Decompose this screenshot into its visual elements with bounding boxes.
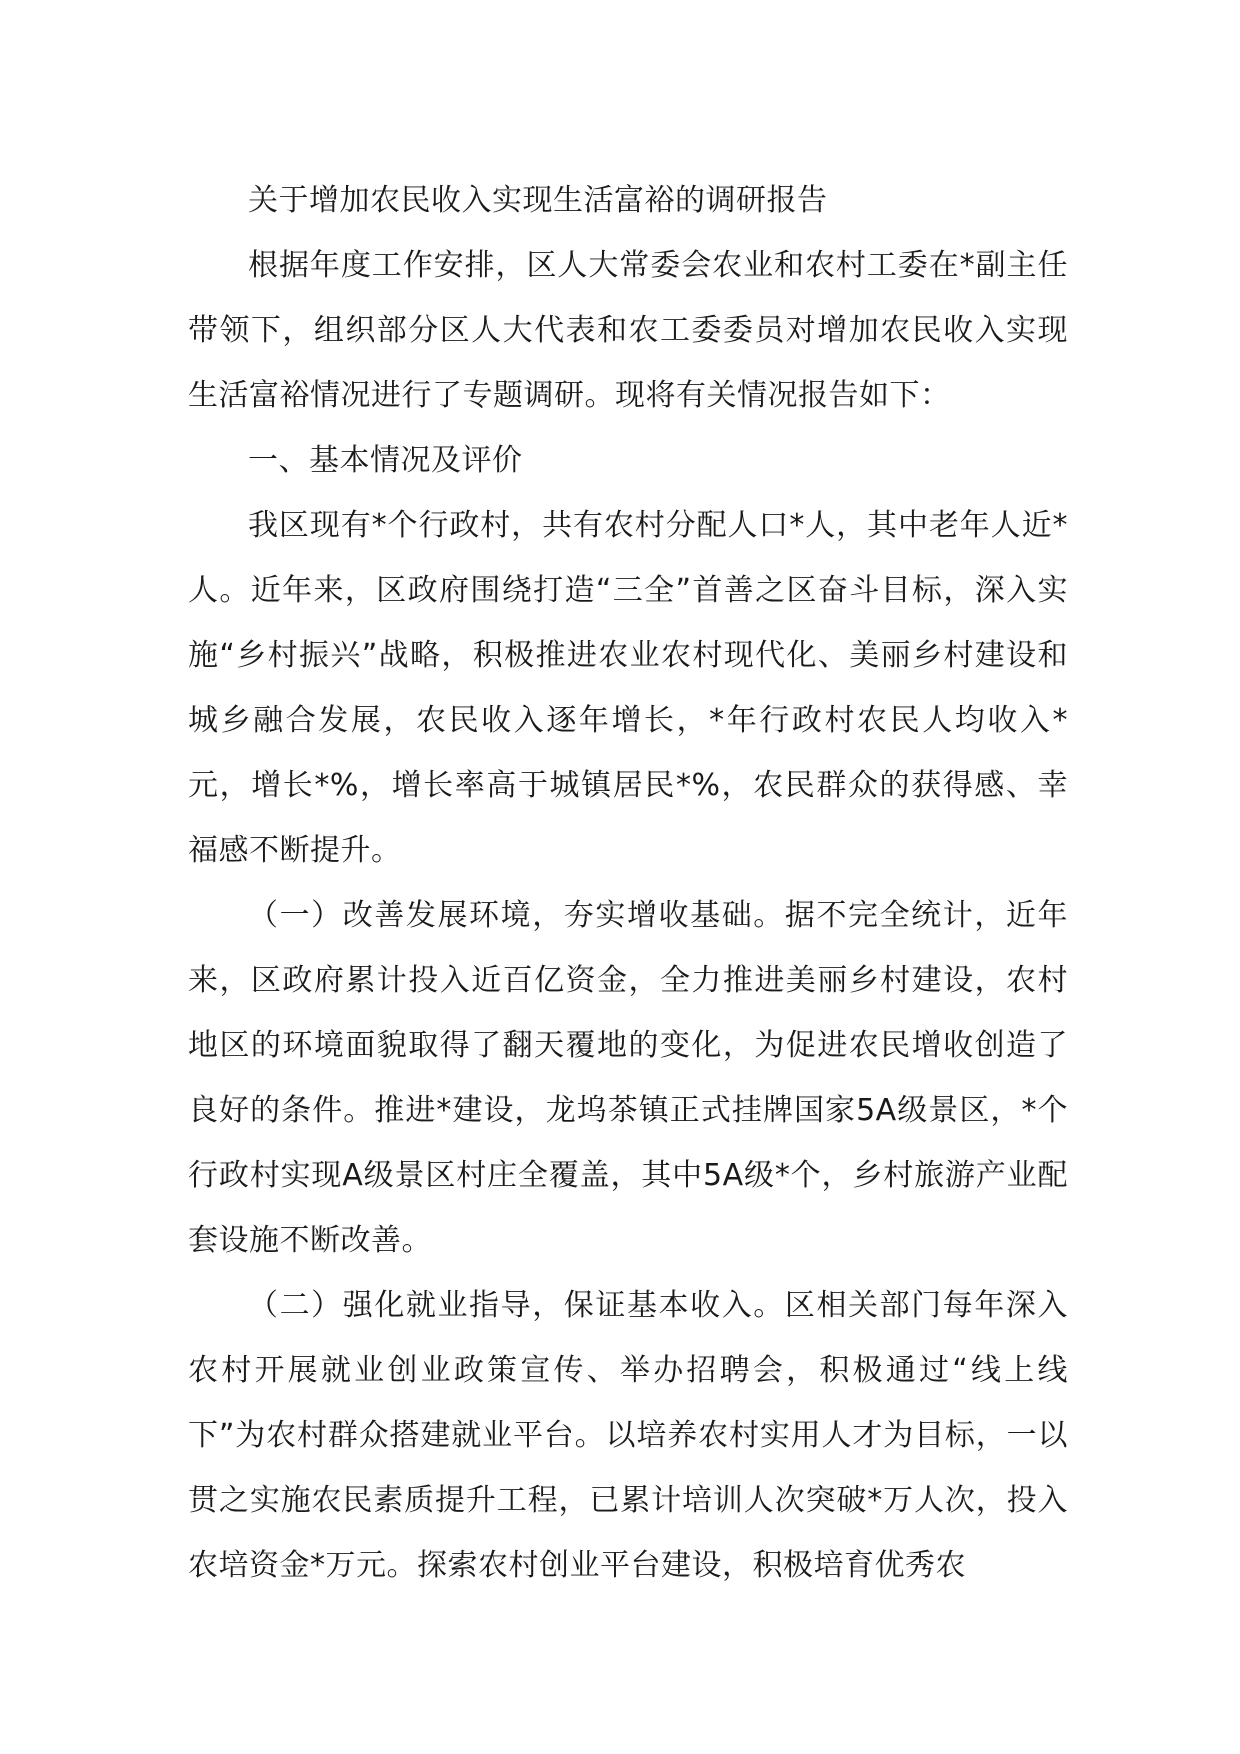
document-title: 关于增加农民收入实现生活富裕的调研报告 [248,183,828,218]
subsection-employment-paragraph: （二）强化就业指导，保证基本收入。区相关部门每年深入农村开展就业创业政策宣传、举办招聘会，积极通过“线上线下”为农村群众搭建就业平台。以培养农村实用人才为目标，一以贯之实施农民素质提升工程，已累计培训人次突破*万人次，投入农培资金*万元。探索农村创业平台建设，积极培育优秀农 [188,1288,1068,1583]
subsection-environment-paragraph: （一）改善发展环境，夯实增收基础。据不完全统计，近年来，区政府累计投入近百亿资金，全力推进美丽乡村建设，农村地区的环境面貌取得了翻天覆地的变化，为促进农民增收创造了良好的条件。推进*建设，龙坞茶镇正式挂牌国家5A级景区，*个行政村实现A级景区村庄全覆盖，其中5A级*个，乡村旅游产业配套设施不断改善。 [188,898,1068,1258]
section-heading-basic-situation: 一、基本情况及评价 [248,443,523,478]
intro-paragraph: 根据年度工作安排，区人大常委会农业和农村工委在*副主任带领下，组织部分区人大代表和农工委委员对增加农民收入实现生活富裕情况进行了专题调研。现将有关情况报告如下： [188,248,1068,413]
document-body [188,168,1068,1598]
basic-situation-paragraph: 我区现有*个行政村，共有农村分配人口*人，其中老年人近*人。近年来，区政府围绕打造“三全”首善之区奋斗目标，深入实施“乡村振兴”战略，积极推进农业农村现代化、美丽乡村建设和城乡融合发展，农民收入逐年增长，*年行政村农民人均收入*元，增长*%，增长率高于城镇居民*%，农民群众的获得感、幸福感不断提升。 [188,508,1068,868]
